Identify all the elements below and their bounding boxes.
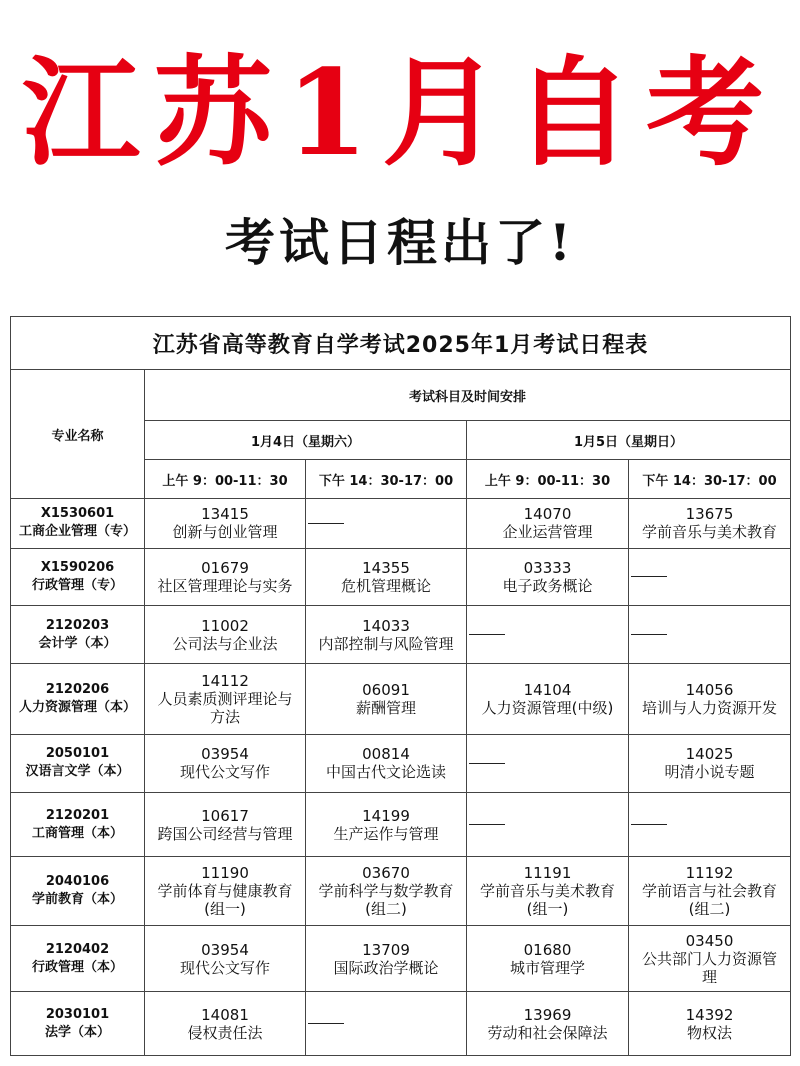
exam-cell: [306, 734, 467, 792]
course-name: 培训与人力资源开发: [641, 698, 777, 717]
empty-exam-cell: [306, 499, 467, 549]
course-code: 14070: [523, 505, 572, 524]
exam-cell: [145, 499, 306, 549]
table-row: [11, 857, 791, 926]
major-cell: [11, 499, 145, 549]
course-code: 13675: [685, 505, 734, 524]
course-code: 03954: [201, 940, 249, 959]
no-exam-dash: [631, 576, 667, 577]
table-row: [11, 926, 791, 992]
major-cell: [11, 926, 145, 992]
course-name: 方法: [209, 707, 240, 726]
course-code: 14112: [201, 671, 249, 690]
course-code: 03450: [685, 931, 734, 950]
course-code: 01680: [523, 940, 572, 959]
exam-cell: [629, 499, 791, 549]
course-name: 公司法与企业法: [172, 634, 278, 653]
no-exam-dash: [631, 634, 667, 635]
major-cell: [11, 857, 145, 926]
major-code: 2030101: [45, 1006, 110, 1022]
exam-cell: [145, 548, 306, 606]
major-name: 汉语言文学（本）: [25, 764, 130, 780]
course-name: 企业运营管理: [502, 523, 593, 542]
empty-exam-cell: [467, 734, 629, 792]
major-name: 会计学（本）: [38, 635, 117, 651]
no-exam-dash: [469, 634, 505, 635]
course-name: 国际政治学概论: [333, 958, 439, 977]
table-row: [11, 548, 791, 606]
course-name: 劳动和社会保障法: [487, 1023, 608, 1042]
course-name: 内部控制与风险管理: [318, 634, 454, 653]
exam-cell: [306, 606, 467, 664]
major-cell: [11, 992, 145, 1056]
course-name: 跨国公司经营与管理: [157, 824, 293, 843]
course-code: 00814: [362, 745, 410, 764]
course-code: 11002: [201, 616, 249, 635]
major-code: X1530601: [40, 506, 115, 522]
time-slot-header: 上午 9：00-11：30: [467, 460, 629, 499]
exam-cell: [629, 926, 791, 992]
major-code: 2040106: [45, 874, 110, 890]
day-header: 1月4日（星期六）: [145, 421, 467, 460]
course-name: 公共部门人力资源管: [641, 949, 777, 968]
empty-exam-cell: [467, 606, 629, 664]
no-exam-dash: [469, 824, 505, 825]
major-name: 学前教育（本）: [31, 892, 123, 908]
major-code: 2120203: [45, 617, 110, 633]
table-row: [11, 992, 791, 1056]
no-exam-dash: [308, 1023, 344, 1024]
course-code: 11190: [201, 864, 249, 883]
exam-cell: [145, 664, 306, 735]
course-name: 人力资源管理(中级): [481, 698, 614, 717]
major-name: 行政管理（本）: [31, 959, 123, 975]
exam-cell: [145, 992, 306, 1056]
exam-cell: [467, 499, 629, 549]
table-row: [11, 734, 791, 792]
course-code: 03670: [362, 864, 410, 883]
empty-exam-cell: [629, 548, 791, 606]
course-code: 10617: [201, 806, 249, 825]
major-cell: [11, 664, 145, 735]
course-code: 11191: [523, 864, 572, 883]
empty-exam-cell: [629, 792, 791, 857]
course-name: 社区管理理论与实务: [157, 576, 293, 595]
major-code: 2050101: [45, 746, 110, 762]
exam-cell: [467, 548, 629, 606]
major-cell: [11, 734, 145, 792]
course-name: 学前语言与社会教育: [641, 882, 777, 901]
course-name: 理: [701, 967, 717, 986]
course-code: 13415: [201, 505, 249, 524]
major-name: 法学（本）: [44, 1024, 110, 1040]
course-code: 14355: [362, 558, 410, 577]
course-name: 物权法: [686, 1023, 732, 1042]
exam-cell: [145, 792, 306, 857]
major-cell: [11, 548, 145, 606]
no-exam-dash: [631, 824, 667, 825]
course-name: 薪酬管理: [355, 698, 416, 717]
course-name: (组一): [526, 900, 569, 919]
major-name: 工商管理（本）: [31, 825, 123, 841]
exam-cell: [467, 857, 629, 926]
exam-schedule-table: [10, 316, 791, 1056]
day-header: 1月5日（星期日）: [467, 421, 791, 460]
exam-cell: [467, 926, 629, 992]
exam-cell: [145, 734, 306, 792]
course-code: 14033: [362, 616, 410, 635]
hero-subtitle: 考试日程出了!: [225, 213, 575, 272]
exam-cell: [306, 548, 467, 606]
course-name: 明清小说专题: [664, 763, 755, 782]
course-name: 侵权责任法: [187, 1023, 263, 1042]
course-code: 14081: [201, 1005, 249, 1024]
course-name: 中国古代文论选读: [325, 763, 446, 782]
course-code: 03954: [201, 745, 249, 764]
exam-cell: [629, 734, 791, 792]
major-name: 行政管理（专）: [31, 577, 123, 593]
major-code: 2120206: [45, 681, 110, 697]
empty-exam-cell: [306, 992, 467, 1056]
course-code: 01679: [201, 558, 249, 577]
time-slot-header: 上午 9：00-11：30: [145, 460, 306, 499]
course-code: 13969: [523, 1005, 572, 1024]
course-code: 06091: [362, 680, 410, 699]
hero-title: 江苏1月自考: [21, 43, 779, 182]
exam-cell: [306, 664, 467, 735]
course-name: 生产运作与管理: [333, 824, 439, 843]
course-code: 14199: [362, 806, 410, 825]
course-name: (组二): [688, 900, 731, 919]
course-name: 创新与创业管理: [172, 523, 278, 542]
exam-cell: [467, 664, 629, 735]
course-name: 危机管理概论: [340, 576, 431, 595]
course-code: 11192: [685, 864, 734, 883]
course-code: 03333: [523, 558, 572, 577]
course-name: 学前体育与健康教育: [157, 882, 293, 901]
course-name: 现代公文写作: [179, 958, 270, 977]
major-name: 人力资源管理（本）: [18, 699, 136, 715]
exam-cell: [467, 992, 629, 1056]
empty-exam-cell: [629, 606, 791, 664]
empty-exam-cell: [467, 792, 629, 857]
schedule-body: [11, 499, 791, 1056]
exam-cell: [306, 792, 467, 857]
table-row: [11, 664, 791, 735]
time-slot-header: 下午 14：30-17：00: [306, 460, 467, 499]
major-name: 工商企业管理（专）: [18, 524, 136, 540]
course-name: 城市管理学: [509, 958, 585, 977]
course-code: 14025: [685, 745, 734, 764]
major-column-header: 专业名称: [11, 370, 145, 499]
course-code: 13709: [362, 940, 410, 959]
course-code: 14104: [523, 680, 572, 699]
exam-cell: [306, 857, 467, 926]
course-code: 14056: [685, 680, 734, 699]
course-name: 学前音乐与美术教育: [479, 882, 615, 901]
no-exam-dash: [308, 523, 344, 524]
exam-cell: [629, 664, 791, 735]
course-name: 学前音乐与美术教育: [641, 523, 777, 542]
course-name: (组二): [365, 900, 407, 919]
table-title: 江苏省高等教育自学考试2025年1月考试日程表: [11, 317, 791, 370]
major-cell: [11, 792, 145, 857]
exam-cell: [629, 857, 791, 926]
table-row: [11, 792, 791, 857]
major-cell: [11, 606, 145, 664]
major-code: X1590206: [40, 559, 115, 575]
time-slot-header: 下午 14：30-17：00: [629, 460, 791, 499]
no-exam-dash: [469, 763, 505, 764]
table-row: [11, 499, 791, 549]
course-name: 人员素质测评理论与: [157, 689, 293, 708]
course-name: (组一): [204, 900, 246, 919]
major-code: 2120402: [45, 941, 110, 957]
course-name: 学前科学与数学教育: [318, 882, 454, 901]
exam-cell: [145, 926, 306, 992]
exam-cell: [145, 606, 306, 664]
course-name: 电子政务概论: [502, 576, 593, 595]
schedule-group-header: 考试科目及时间安排: [145, 370, 791, 421]
exam-cell: [145, 857, 306, 926]
table-row: [11, 606, 791, 664]
major-code: 2120201: [45, 807, 110, 823]
exam-cell: [306, 926, 467, 992]
course-name: 现代公文写作: [179, 763, 270, 782]
exam-cell: [629, 992, 791, 1056]
course-code: 14392: [685, 1005, 734, 1024]
